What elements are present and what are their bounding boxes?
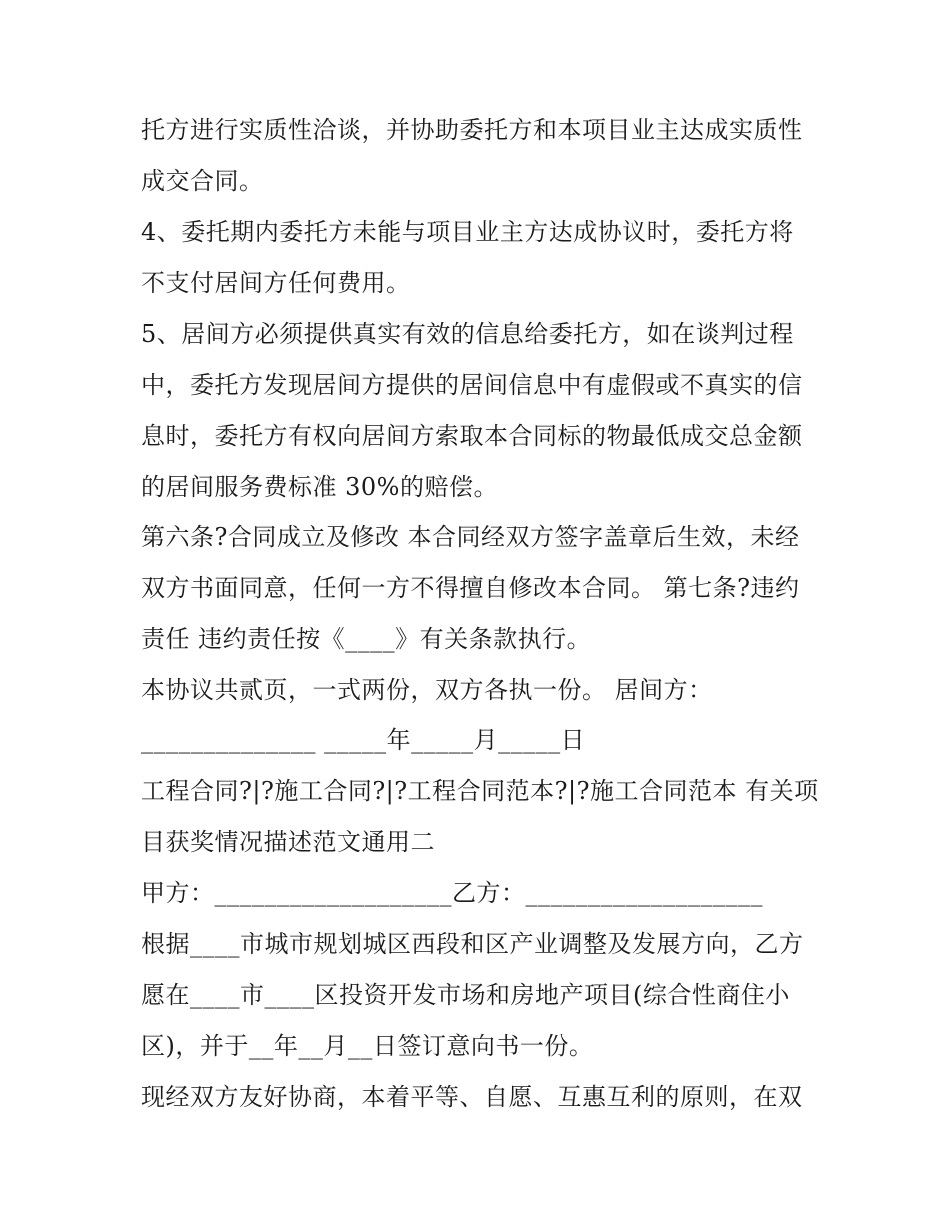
text-line-3: 4、委托期内委托方未能与项目业主方达成协议时，委托方将 (141, 218, 794, 246)
text-line-18: 愿在____市____区投资开发市场和房地产项目(综合性商住小 (141, 981, 790, 1009)
text-line-8: 的居间服务费标准 30%的赔偿。 (141, 473, 498, 501)
text-line-5: 5、居间方必须提供真实有效的信息给委托方，如在谈判过程 (141, 320, 794, 348)
text-line-19: 区)，并于__年__月__日签订意向书一份。 (141, 1032, 594, 1060)
text-line-20: 现经双方友好协商，本着平等、自愿、互惠互利的原则，在双 (141, 1083, 803, 1111)
text-line-10: 双方书面同意，任何一方不得擅自修改本合同。 第七条?违约 (141, 574, 800, 602)
text-line-17: 根据____市城市规划城区西段和区产业调整及发展方向，乙方 (141, 930, 804, 958)
text-line-2: 成交合同。 (141, 167, 264, 195)
signature-date-line: ______________ _____年_____月_____日 (141, 726, 586, 754)
text-line-7: 息时，委托方有权向居间方索取本合同标的物最低成交总金额 (141, 422, 803, 450)
text-line-11: 责任 违约责任按《____》有关条款执行。 (141, 625, 592, 653)
text-line-4: 不支付居间方任何费用。 (141, 269, 411, 297)
party-line: 甲方：___________________乙方：___________________ (141, 879, 763, 907)
text-line-9: 第六条?合同成立及修改 本合同经双方签字盖章后生效，未经 (141, 523, 800, 551)
text-line-12: 本协议共贰页，一式两份，双方各执一份。 居间方： (141, 676, 713, 704)
text-line-14: 工程合同?|?施工合同?|?工程合同范本?|?施工合同范本 有关项 (141, 777, 819, 805)
text-line-1: 托方进行实质性洽谈，并协助委托方和本项目业主达成实质性 (141, 116, 803, 144)
text-line-15: 目获奖情况描述范文通用二 (141, 828, 435, 856)
text-line-6: 中，委托方发现居间方提供的居间信息中有虚假或不真实的信 (141, 371, 803, 399)
